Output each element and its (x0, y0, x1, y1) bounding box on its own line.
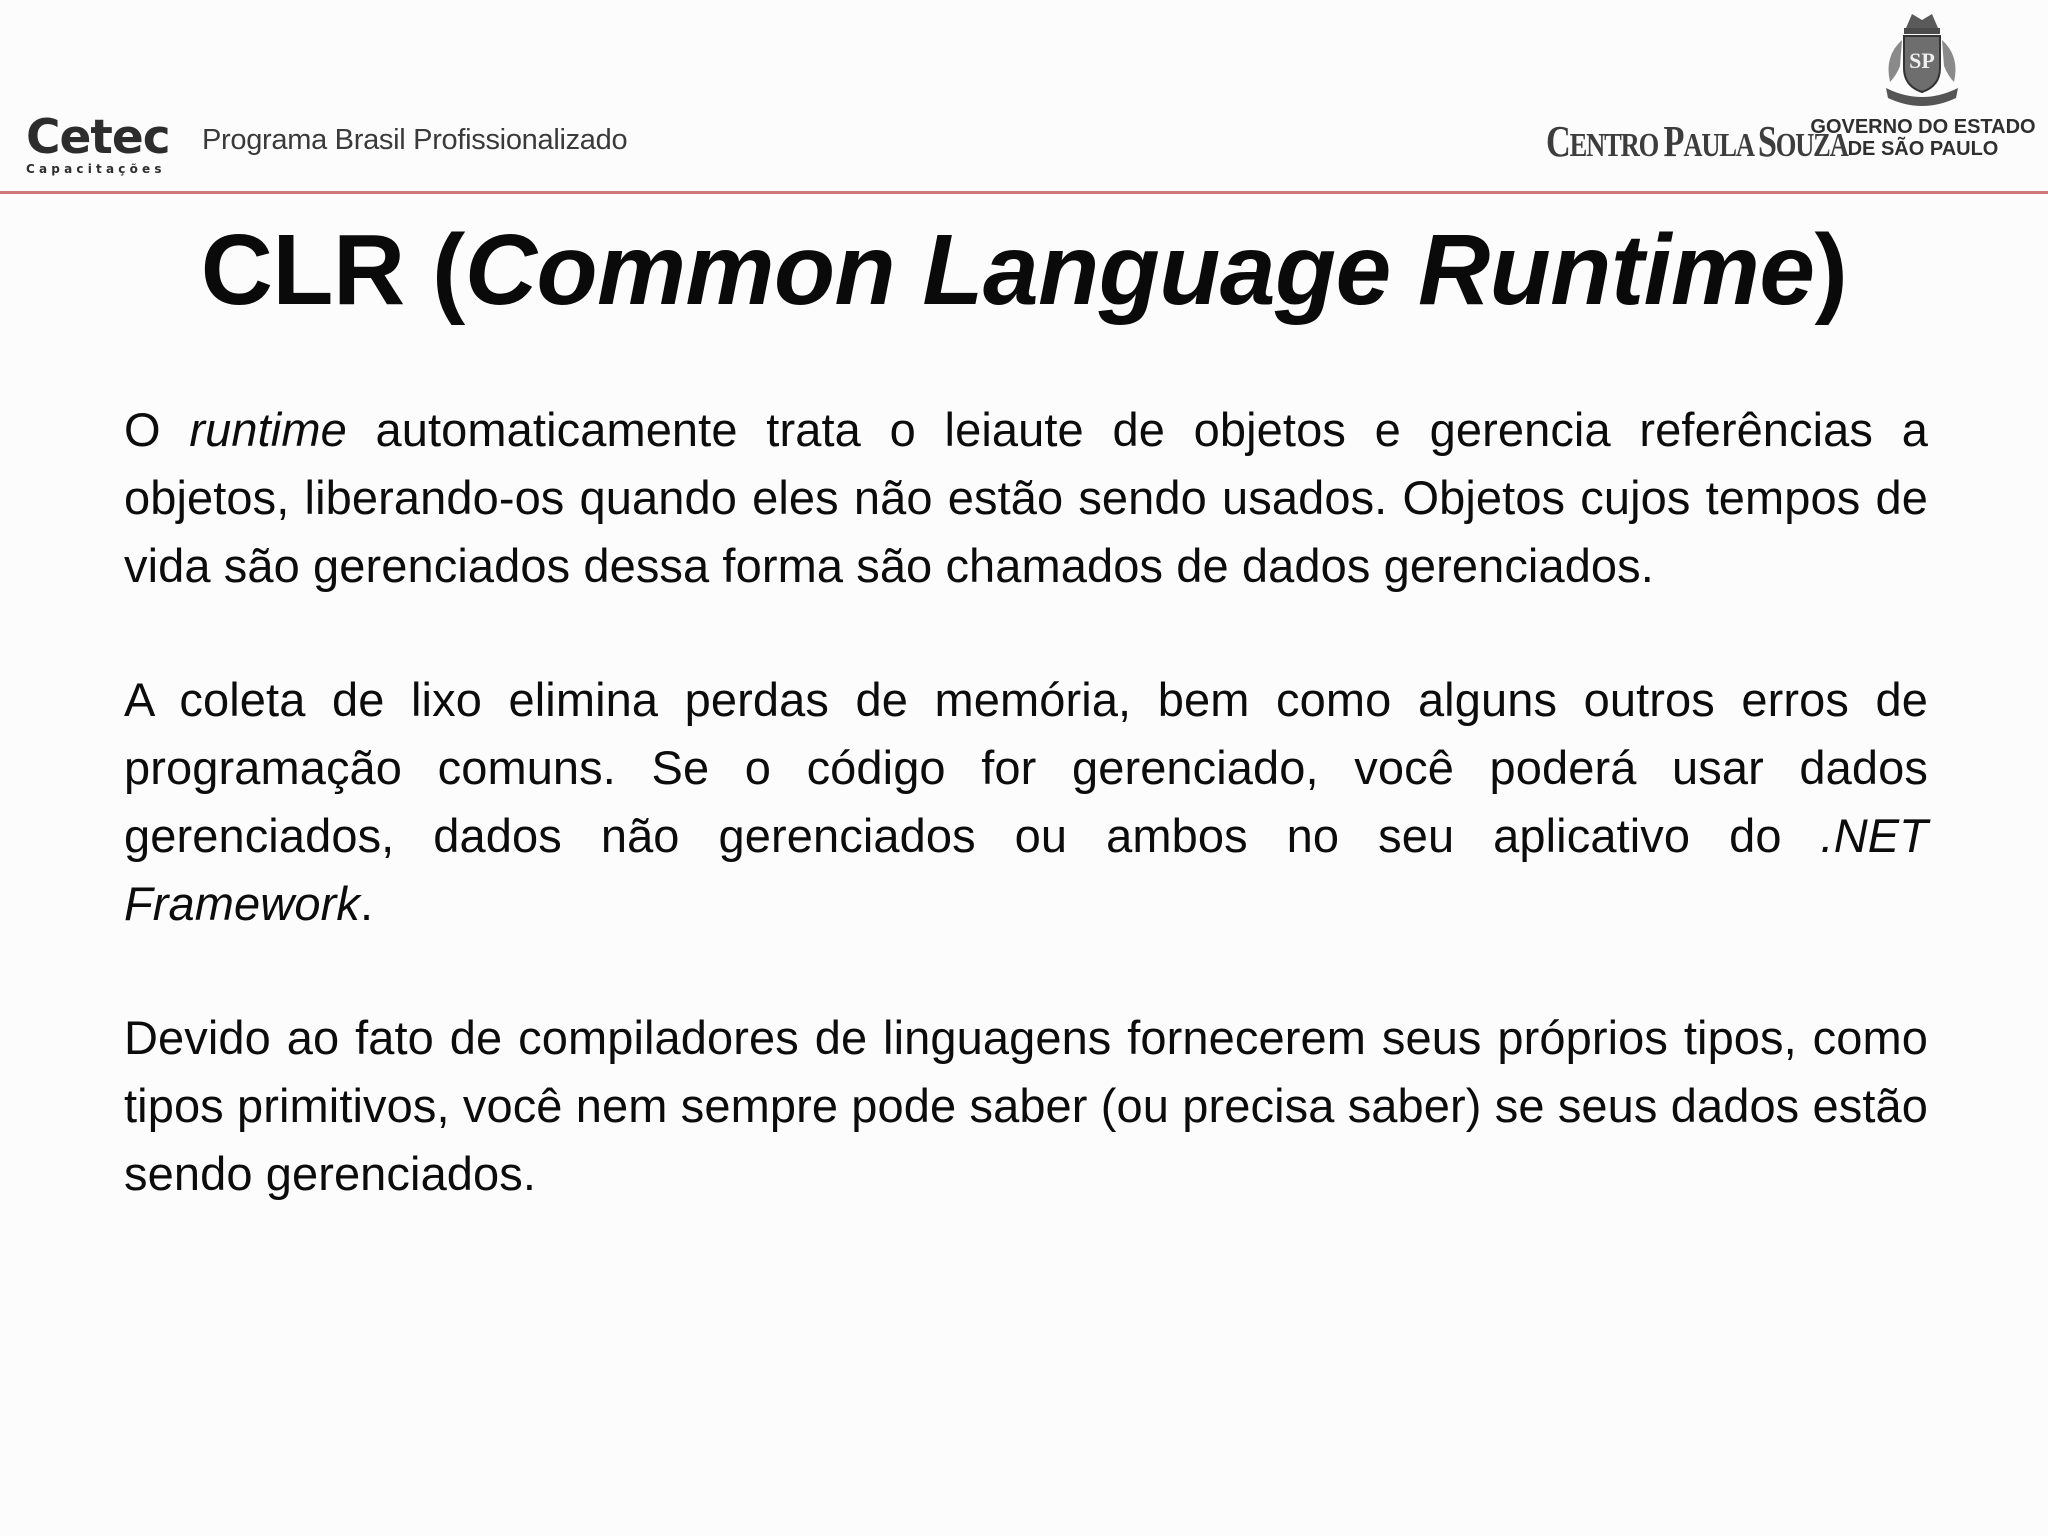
sao-paulo-coat-of-arms-icon (1876, 6, 1968, 110)
government-sp-logo (1808, 116, 2038, 160)
p1-part1: O (124, 403, 190, 456)
title-emphasis: Common Language Runtime (464, 214, 1815, 326)
cetec-logo-tagline: Capacitações (26, 162, 166, 176)
p1-emphasis: runtime (189, 403, 347, 456)
slide-header (0, 0, 2048, 196)
title-suffix: ) (1814, 214, 1848, 326)
government-line-2: DE SÃO PAULO (1847, 138, 1999, 160)
paragraph-1 (124, 396, 1928, 600)
title-prefix: CLR ( (200, 214, 465, 326)
header-divider (0, 191, 2048, 194)
p2-part1: A coleta de lixo elimina perdas de memória, bem como alguns outros erros de programação comuns. Se o código for gerenciado, você poderá usar dados gerenciados, dados não gerenciados ou ambos no seu aplicativo do (124, 673, 1928, 862)
centro-paula-souza-logo: CENTRO PAULA SOUZA (1546, 117, 1848, 166)
paragraph-2 (124, 666, 1928, 938)
government-line-1: GOVERNO DO ESTADO (1810, 116, 2036, 138)
p2-emphasis: .NET Framework (124, 809, 1928, 930)
p3-part1: Devido ao fato de compiladores de linguagens fornecerem seus próprios tipos, como tipos primitivos, você nem sempre pode saber (ou precisa saber) se seus dados estão sendo gerenciados. (124, 1011, 1928, 1200)
slide-body (124, 396, 1928, 1274)
cetec-logo (26, 110, 170, 176)
p1-part2: automaticamente trata o leiaute de objetos e gerencia referências a objetos, liberando-os quando eles não estão sendo usados. Objetos cujos tempos de vida são gerenciados dessa forma são chamados de dados gerenciados. (124, 403, 1928, 592)
slide-title (0, 210, 2048, 330)
program-name: Programa Brasil Profissionalizado (202, 124, 628, 156)
svg-text:SP: SP (1909, 48, 1935, 73)
paragraph-3 (124, 1004, 1928, 1208)
cetec-logo-word: Cetec (26, 110, 170, 165)
p2-part2: . (359, 877, 374, 930)
